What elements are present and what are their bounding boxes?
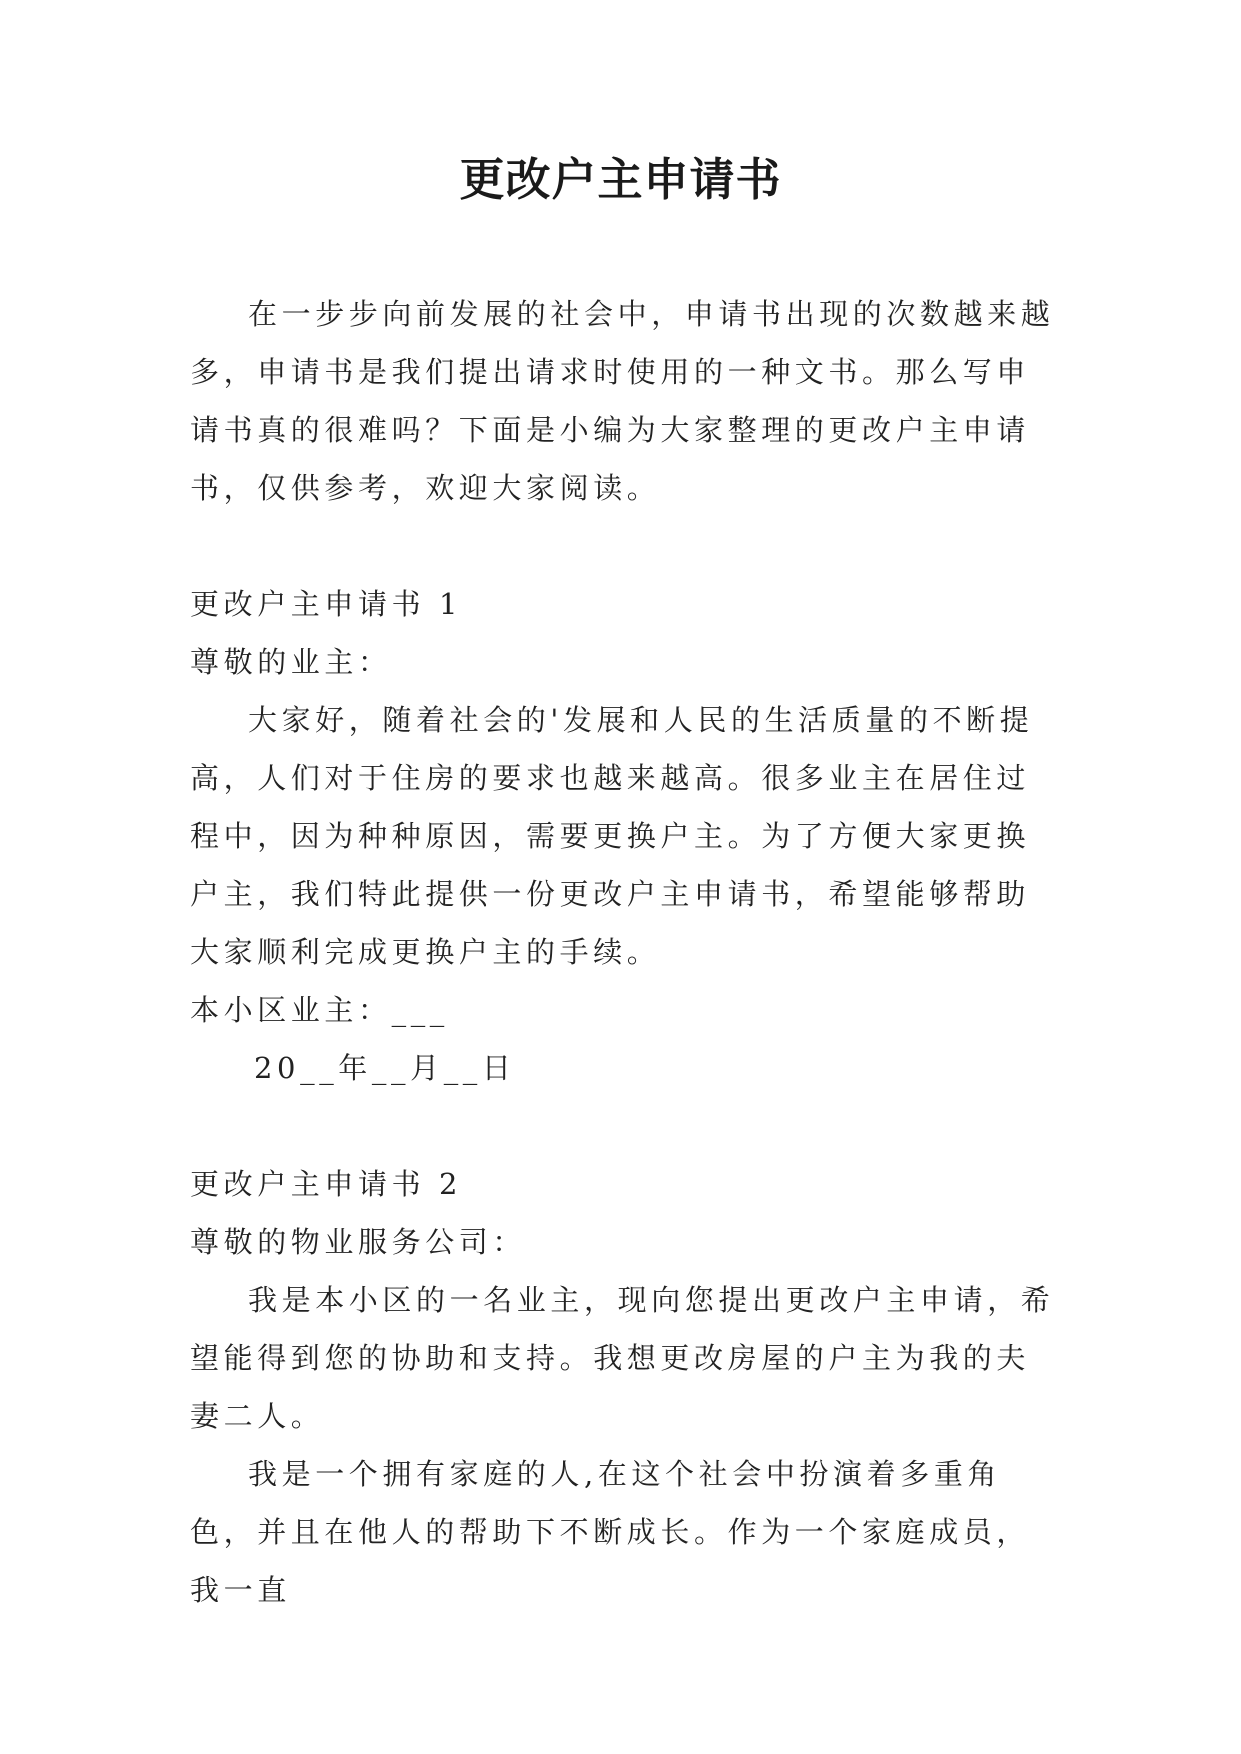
section-2-paragraph-2: 我是一个拥有家庭的人,在这个社会中扮演着多重角色，并且在他人的帮助下不断成长。作为一个家庭成员，我一直 — [190, 1457, 1031, 1607]
section-1-paragraph: 大家好，随着社会的'发展和人民的生活质量的不断提高，人们对于住房的要求也越来越高。很多业主在居住过程中，因为种种原因，需要更换户主。为了方便大家更换户主，我们特此提供一份更改户主申请书，希望能够帮助大家顺利完成更换户主的手续。 — [190, 703, 1034, 969]
document-title: 更改户主申请书 — [459, 153, 782, 206]
section-1-heading: 更改户主申请书 1 — [190, 587, 463, 621]
spacer — [190, 1097, 1060, 1155]
section-2-salutation: 尊敬的物业服务公司： — [190, 1225, 527, 1259]
section-1-salutation: 尊敬的业主： — [190, 645, 392, 679]
spacer — [190, 517, 1060, 575]
section-1-signature: 本小区业主：___ — [190, 993, 449, 1027]
section-2-heading: 更改户主申请书 2 — [190, 1167, 463, 1201]
intro-paragraph: 在一步步向前发展的社会中，申请书出现的次数越来越多，申请书是我们提出请求时使用的一种文书。那么写申请书真的很难吗？下面是小编为大家整理的更改户主申请书，仅供参考，欢迎大家阅读。 — [190, 297, 1055, 505]
document-body — [190, 285, 1060, 1619]
section-1-date: 20__年__月__日 — [254, 1051, 516, 1085]
section-2-paragraph-1: 我是本小区的一名业主，现向您提出更改户主申请，希望能得到您的协助和支持。我想更改房屋的户主为我的夫妻二人。 — [190, 1283, 1055, 1433]
